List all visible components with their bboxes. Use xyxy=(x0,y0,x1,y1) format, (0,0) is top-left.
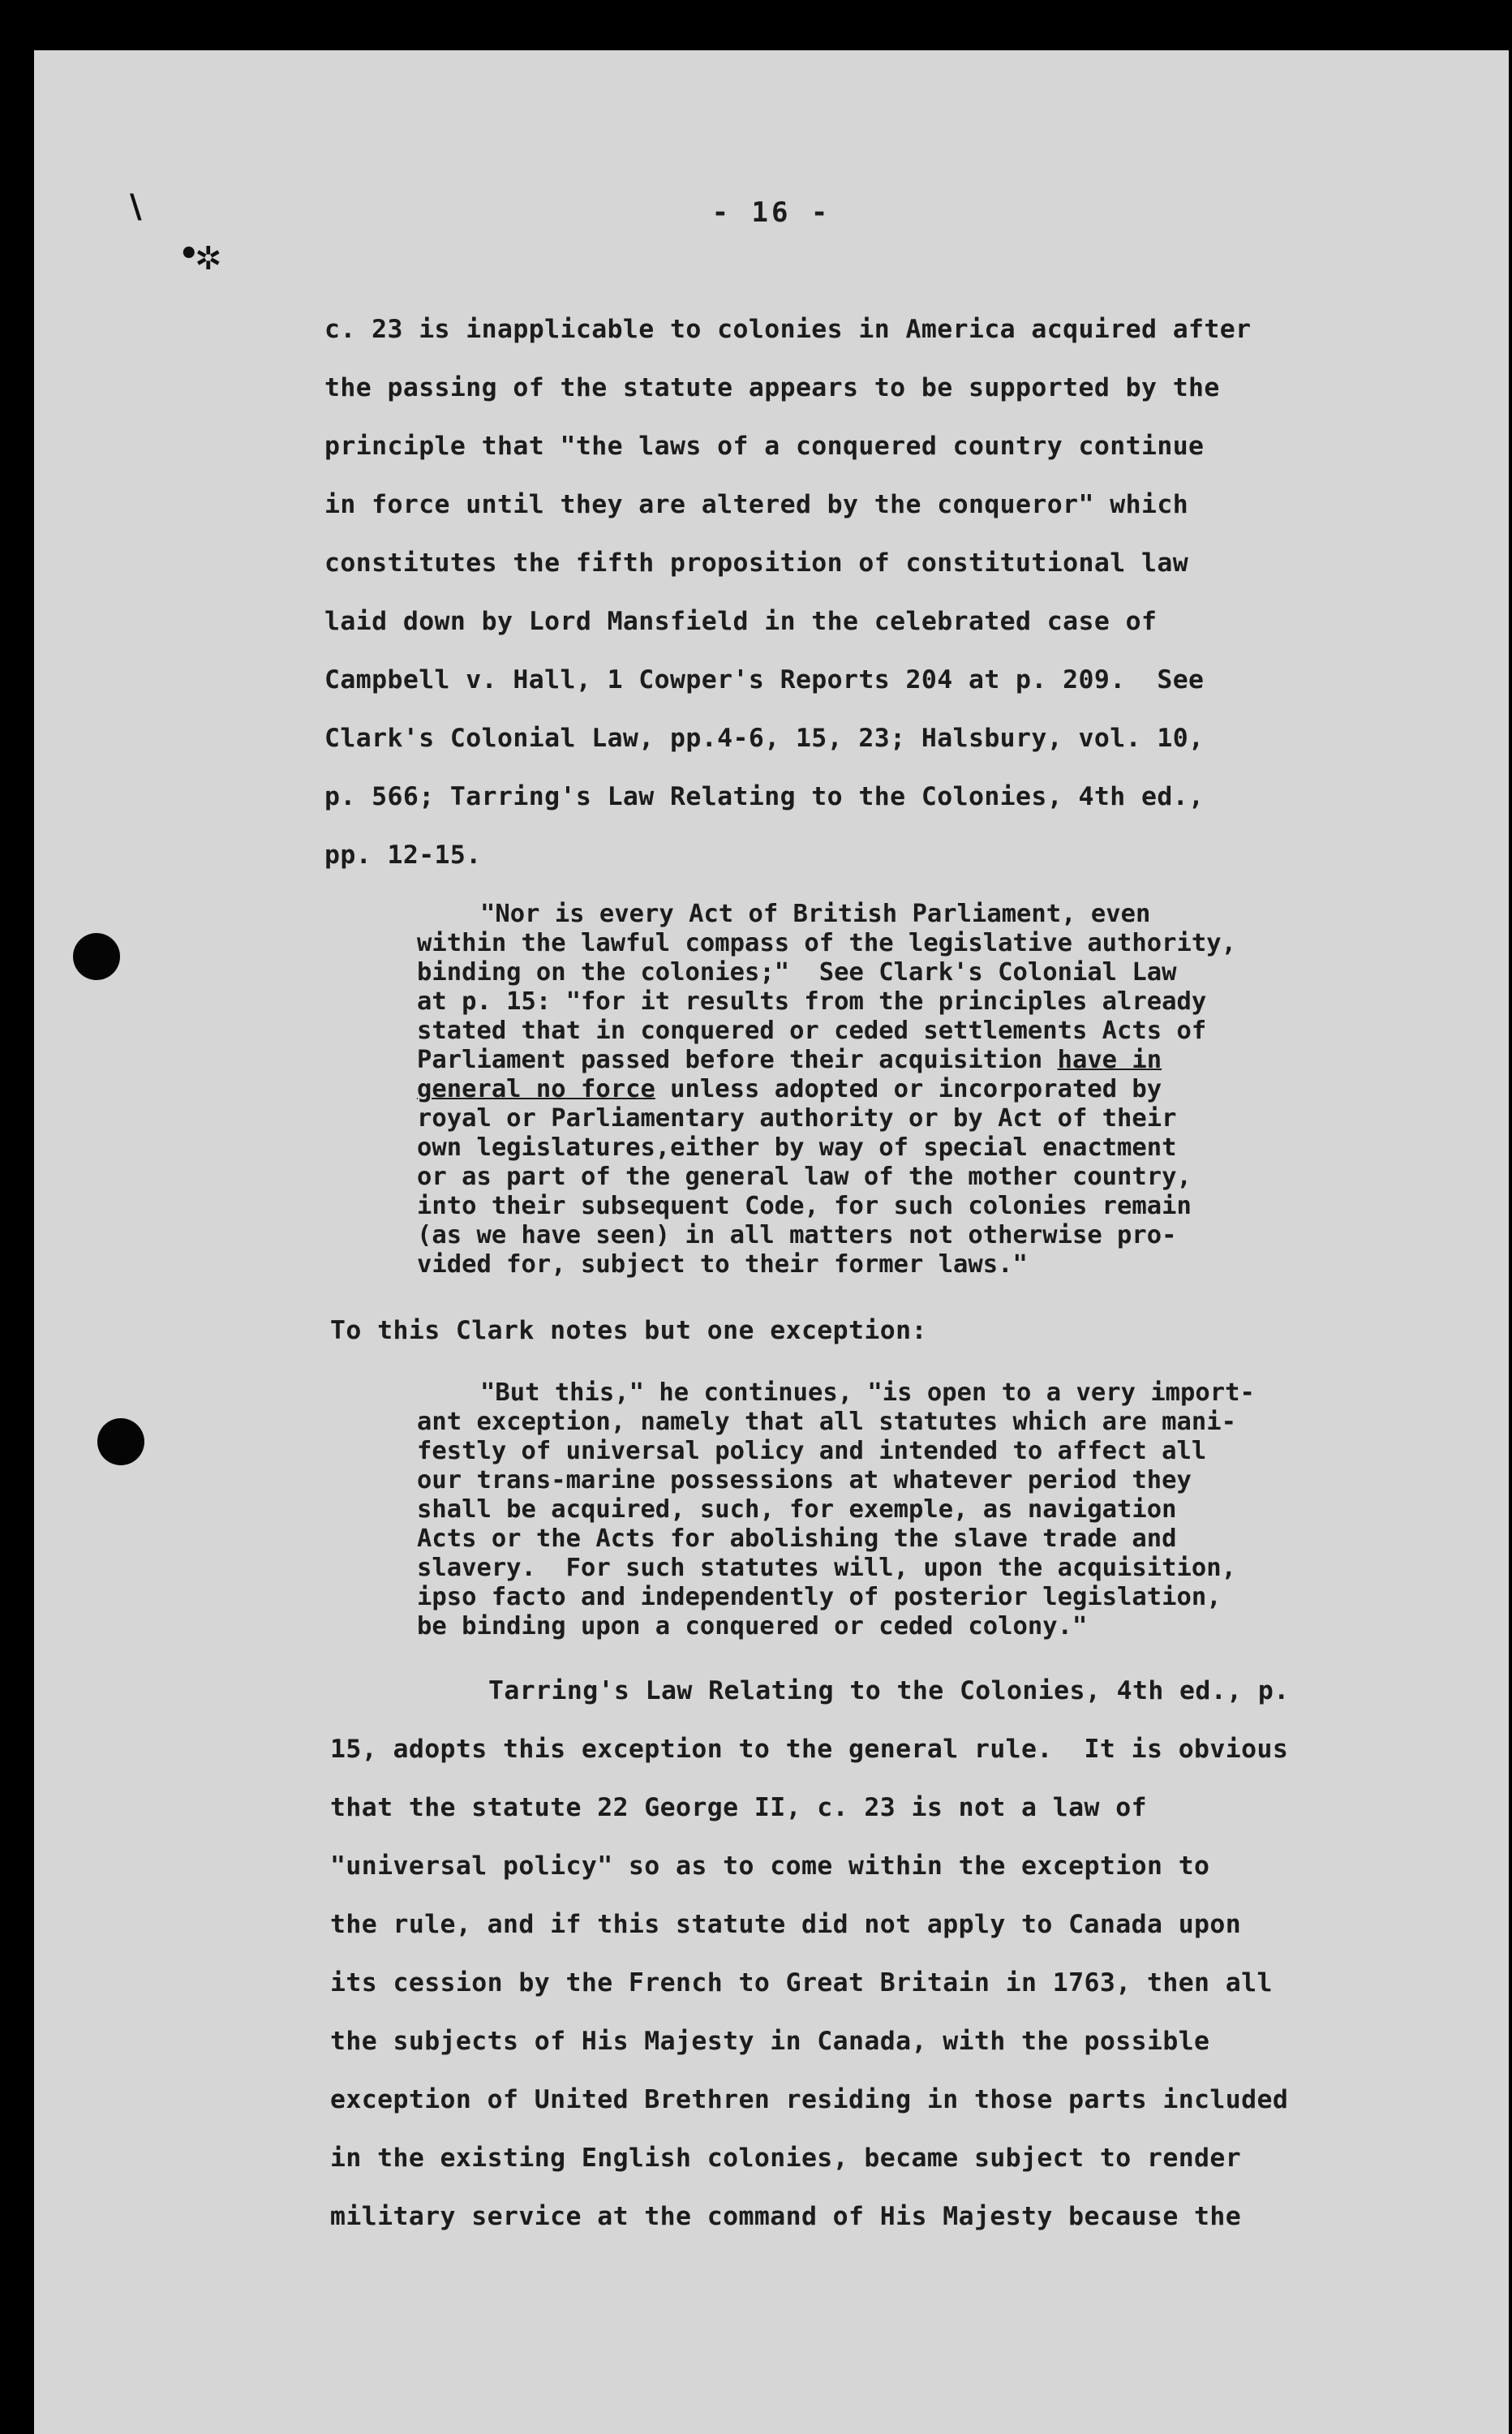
body-line: Campbell v. Hall, 1 Cowper's Reports 204 at p. 209. See xyxy=(324,665,1205,695)
quote-line: "But this," he continues, "is open to a very import- xyxy=(480,1378,1255,1407)
quote-line xyxy=(417,1077,1162,1103)
body-line: military service at the command of His Majesty because the xyxy=(330,2202,1242,2231)
quote-line: stated that in conquered or ceded settlements Acts of xyxy=(417,1017,1207,1045)
margin-mark: • xyxy=(178,235,200,273)
quote-line: shall be acquired, such, for exemple, as navigation xyxy=(417,1495,1177,1524)
body-line: c. 23 is inapplicable to colonies in America acquired after xyxy=(324,315,1252,344)
body-line: "universal policy" so as to come within the exception to xyxy=(330,1851,1210,1881)
quote-line xyxy=(417,1048,1162,1073)
quote-line: royal or Parliamentary authority or by Act of their xyxy=(417,1104,1177,1133)
body-line: p. 566; Tarring's Law Relating to the Colonies, 4th ed., xyxy=(324,782,1205,811)
punch-hole-top xyxy=(73,933,120,980)
body-line: in the existing English colonies, became subject to render xyxy=(330,2144,1242,2173)
body-line: Tarring's Law Relating to the Colonies, 4th ed., p. xyxy=(488,1676,1290,1705)
quote-line: (as we have seen) in all matters not otherwise pro- xyxy=(417,1221,1177,1249)
underlined-phrase: have in xyxy=(1057,1046,1162,1074)
quote-line: vided for, subject to their former laws." xyxy=(417,1250,1028,1279)
body-line: laid down by Lord Mansfield in the celebrated case of xyxy=(324,607,1158,636)
body-line: its cession by the French to Great Britain in 1763, then all xyxy=(330,1968,1273,1998)
quote-line: ant exception, namely that all statutes which are mani- xyxy=(417,1408,1236,1436)
quote-line: "Nor is every Act of British Parliament, even xyxy=(480,900,1151,928)
body-line: the passing of the statute appears to be supported by the xyxy=(324,373,1220,402)
body-line: principle that "the laws of a conquered country continue xyxy=(324,432,1205,461)
body-line: Clark's Colonial Law, pp.4-6, 15, 23; Halsbury, vol. 10, xyxy=(324,724,1205,753)
quote-text: unless adopted or incorporated by xyxy=(655,1075,1162,1103)
intro-line: To this Clark notes but one exception: xyxy=(330,1316,927,1345)
quote-line: Acts or the Acts for abolishing the slave trade and xyxy=(417,1524,1177,1553)
body-line: the subjects of His Majesty in Canada, with the possible xyxy=(330,2027,1210,2056)
quote-line: binding on the colonies;" See Clark's Colonial Law xyxy=(417,958,1177,987)
body-line: the rule, and if this statute did not apply to Canada upon xyxy=(330,1910,1242,1939)
quote-line: our trans-marine possessions at whatever period they xyxy=(417,1466,1192,1494)
body-line: constitutes the fifth proposition of constitutional law xyxy=(324,548,1189,578)
quote-line: ipso facto and independently of posterior legislation, xyxy=(417,1583,1222,1611)
document-page xyxy=(34,50,1509,2434)
quote-line: into their subsequent Code, for such colonies remain xyxy=(417,1192,1192,1220)
margin-mark: \ xyxy=(130,188,142,226)
quote-line: festly of universal policy and intended to affect all xyxy=(417,1437,1207,1465)
quote-line: at p. 15: "for it results from the principles already xyxy=(417,987,1207,1016)
quote-line: within the lawful compass of the legislative authority, xyxy=(417,929,1236,957)
body-line: in force until they are altered by the conqueror" which xyxy=(324,490,1189,519)
quote-line: be binding upon a conquered or ceded colony." xyxy=(417,1612,1088,1641)
punch-hole-bottom xyxy=(97,1418,144,1465)
quote-text: Parliament passed before their acquisition xyxy=(417,1046,1058,1074)
body-line: pp. 12-15. xyxy=(324,841,482,870)
quote-line: slavery. For such statutes will, upon the acquisition, xyxy=(417,1554,1236,1582)
underlined-phrase: general no force xyxy=(417,1075,655,1103)
body-line: that the statute 22 George II, c. 23 is not a law of xyxy=(330,1793,1147,1822)
quote-line: own legislatures,either by way of special enactment xyxy=(417,1133,1177,1162)
page-number: - 16 - xyxy=(711,196,831,229)
body-line: 15, adopts this exception to the general rule. It is obvious xyxy=(330,1735,1289,1764)
quote-line: or as part of the general law of the mother country, xyxy=(417,1163,1192,1191)
body-line: exception of United Brethren residing in those parts included xyxy=(330,2085,1289,2114)
margin-mark: ✲ xyxy=(195,240,222,277)
